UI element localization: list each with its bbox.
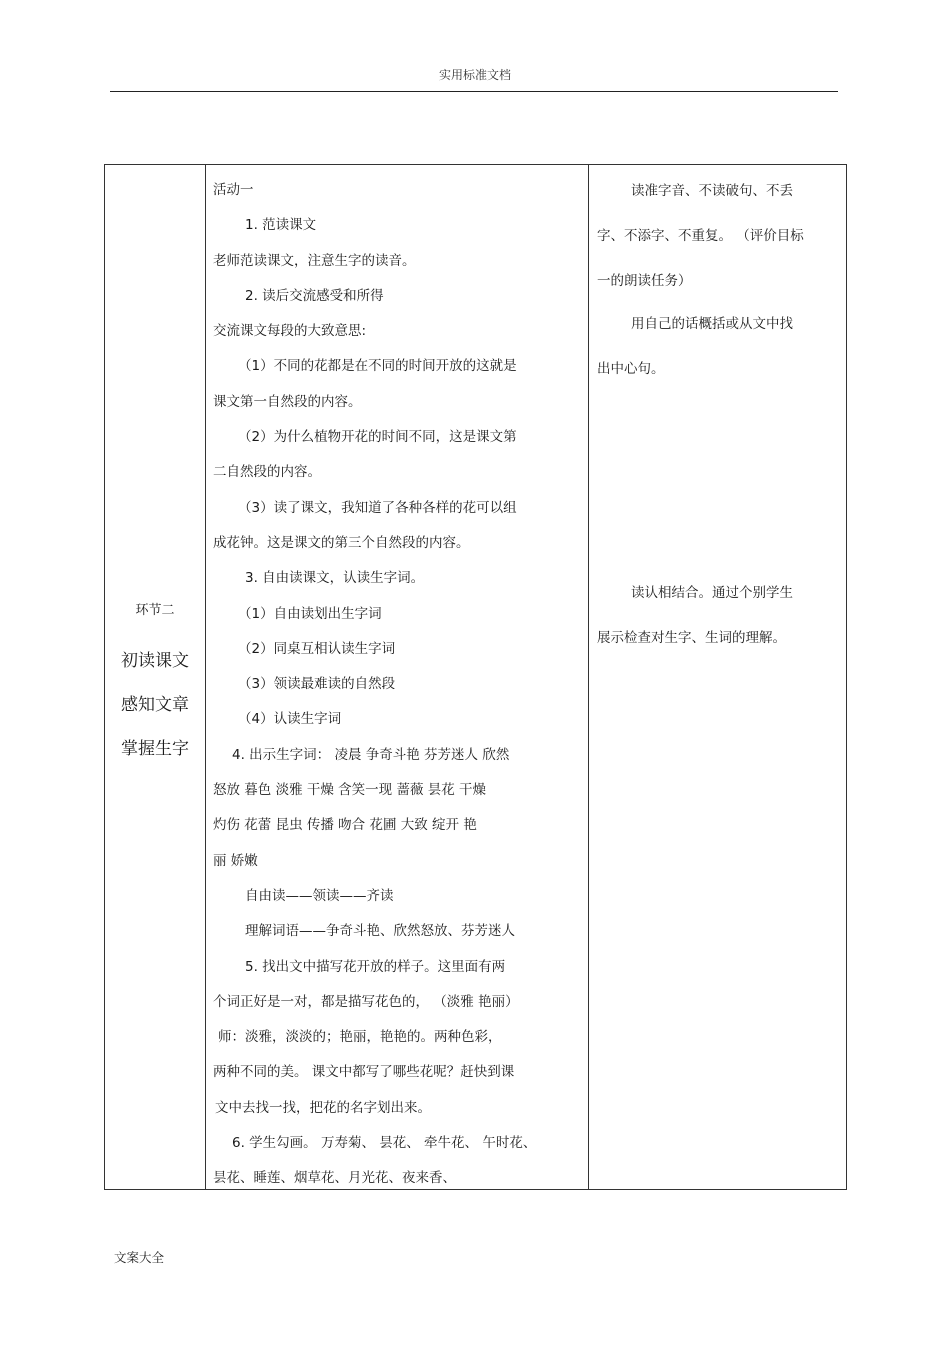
activity-line: （4）认读生字词: [238, 711, 342, 728]
activity-line: 6. 学生勾画。 万寿菊、 昙花、 牵牛花、 午时花、: [232, 1135, 537, 1152]
activity-line: （3）领读最难读的自然段: [238, 676, 396, 693]
activity-line: 两种不同的美。 课文中都写了哪些花呢？赶快到课: [213, 1064, 515, 1081]
note-line: 读准字音、不读破句、不丢: [631, 183, 793, 199]
activity-line: 二自然段的内容。: [213, 464, 321, 481]
activity-cell: [213, 180, 581, 1204]
reading-goal-note: [597, 181, 837, 316]
column-divider: [588, 165, 589, 1189]
activity-line: 丽 娇嫩: [213, 852, 258, 869]
activity-line: 1. 范读课文: [245, 217, 317, 234]
activity-line: （3）读了课文，我知道了各种各样的花可以组: [238, 499, 517, 516]
activity-line: 交流课文每段的大致意思:: [213, 323, 367, 340]
page-header: 实用标准文档: [438, 68, 511, 82]
activity-line: 老师范读课文，注意生字的读音。: [213, 252, 416, 269]
activity-line: 5. 找出文中描写花开放的样子。这里面有两: [245, 958, 506, 975]
note-line: 展示检查对生字、生词的理解。: [597, 630, 786, 646]
stage-cell: [105, 601, 205, 771]
stage-title-line: 初读课文: [121, 651, 189, 671]
lesson-table: [104, 164, 847, 1190]
activity-line: 文中去找一找，把花的名字划出来。: [215, 1099, 431, 1116]
activity-line: 2. 读后交流感受和所得: [245, 287, 384, 304]
stage-label: 环节二: [135, 603, 175, 618]
note-line: 出中心句。: [597, 361, 665, 377]
note-line: 一的朗读任务）: [597, 273, 692, 289]
activity-line: 课文第一自然段的内容。: [213, 393, 362, 410]
activity-line: 3. 自由读课文，认读生字词。: [245, 570, 425, 587]
note-line: 用自己的话概括或从文中找: [631, 316, 793, 332]
vocab-goal-note: [597, 583, 837, 673]
activity-line: （1）自由读划出生字词: [238, 605, 382, 622]
activity-line: 个词正好是一对，都是描写花色的， （淡雅 艳丽）: [213, 993, 519, 1010]
activity-line: 成花钟。这是课文的第三个自然段的内容。: [213, 534, 470, 551]
stage-title-line: 感知文章: [121, 695, 189, 715]
column-divider: [205, 165, 206, 1189]
note-line: 读认相结合。通过个别学生: [631, 585, 793, 601]
activity-line: 怒放 暮色 淡雅 干燥 含笑一现 蔷薇 昙花 干燥: [213, 782, 487, 799]
activity-line: 理解词语——争奇斗艳、欣然怒放、芬芳迷人: [245, 923, 515, 940]
activity-line: （2）同桌互相认读生字词: [238, 640, 396, 657]
activity-line: 活动一: [213, 182, 254, 198]
page-footer: 文案大全: [114, 1250, 165, 1265]
activity-line: 灼伤 花蕾 昆虫 传播 吻合 花圃 大致 绽开 艳: [213, 817, 477, 834]
summary-goal-note: [597, 314, 837, 404]
activity-line: 师：淡雅，淡淡的；艳丽，艳艳的。两种色彩，: [218, 1029, 502, 1046]
note-line: 字、不添字、不重复。 （评价目标: [597, 228, 804, 244]
activity-line: （1）不同的花都是在不同的时间开放的这就是: [238, 358, 517, 375]
activity-line: 自由读——领读——齐读: [245, 887, 394, 904]
activity-line: 4. 出示生字词： 凌晨 争奇斗艳 芬芳迷人 欣然: [232, 746, 510, 763]
stage-title-line: 掌握生字: [121, 739, 189, 759]
activity-line: （2）为什么植物开花的时间不同，这是课文第: [238, 429, 517, 446]
activity-line: 昙花、睡莲、烟草花、月光花、夜来香、: [213, 1170, 456, 1187]
header-rule: [110, 91, 838, 92]
